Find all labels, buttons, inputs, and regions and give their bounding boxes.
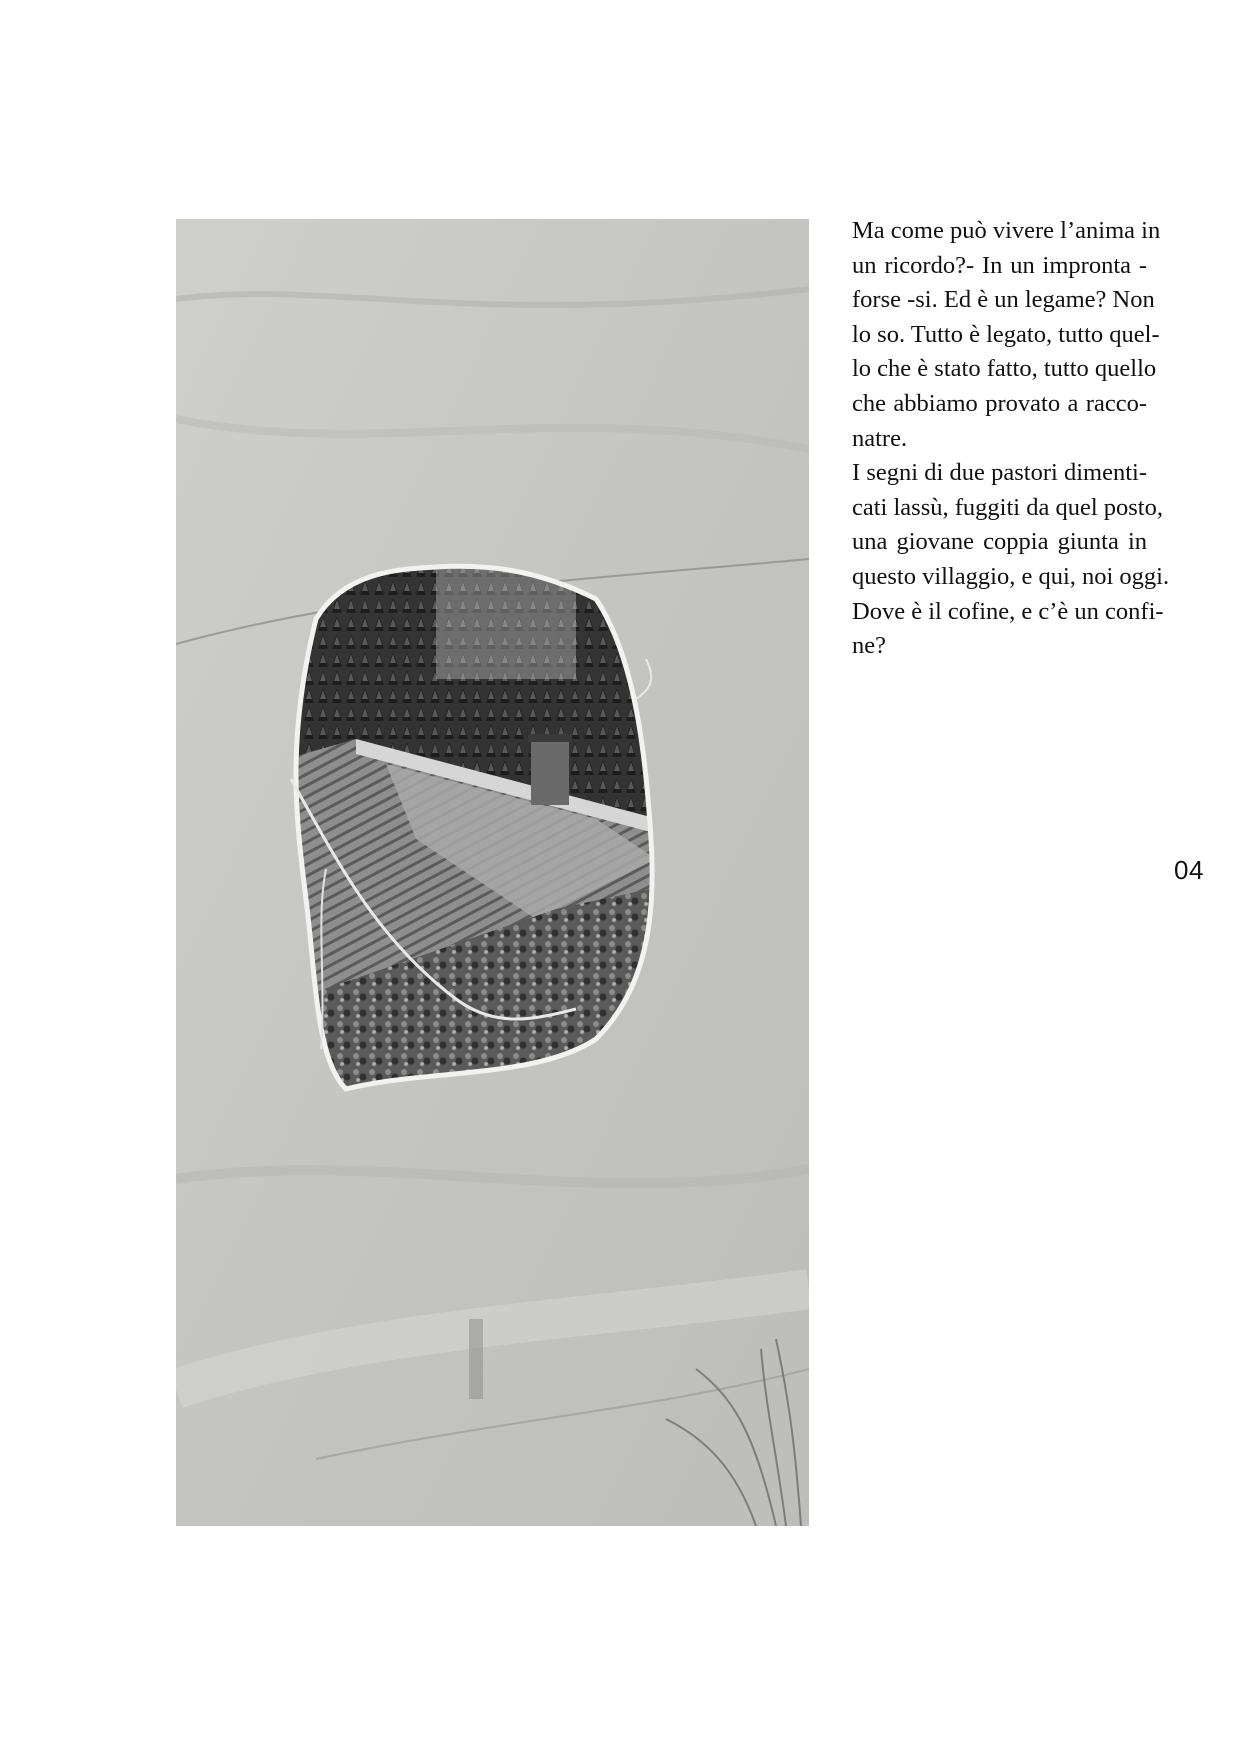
text-line: lo so. Tutto è legato, tutto quel-	[852, 320, 1160, 348]
torn-cloth-image	[176, 219, 809, 1526]
text-line: lo che è stato fatto, tutto quello	[852, 355, 1157, 383]
text-line: che abbiamo provato a racco-	[852, 389, 1147, 417]
body-text	[852, 214, 1170, 664]
text-line: questo villaggio, e qui, noi oggi.	[852, 562, 1170, 590]
text-line: forse -si. Ed è un legame? Non	[852, 286, 1155, 314]
text-line: Dove è il cofine, e c’è un confi-	[852, 597, 1164, 625]
text-line: cati lassù, fuggiti da quel posto,	[852, 493, 1163, 521]
text-line: ne?	[852, 632, 886, 660]
photo-torn-cloth	[176, 219, 809, 1526]
text-line: Ma come può vivere l’anima in	[852, 217, 1161, 244]
text-line: natre.	[852, 424, 908, 452]
page-number: 04	[1174, 855, 1204, 885]
text-line: una giovane coppia giunta in	[852, 528, 1147, 556]
text-line: un ricordo?- In un impronta -	[852, 251, 1147, 279]
text-line: I segni di due pastori dimenti-	[852, 459, 1147, 487]
